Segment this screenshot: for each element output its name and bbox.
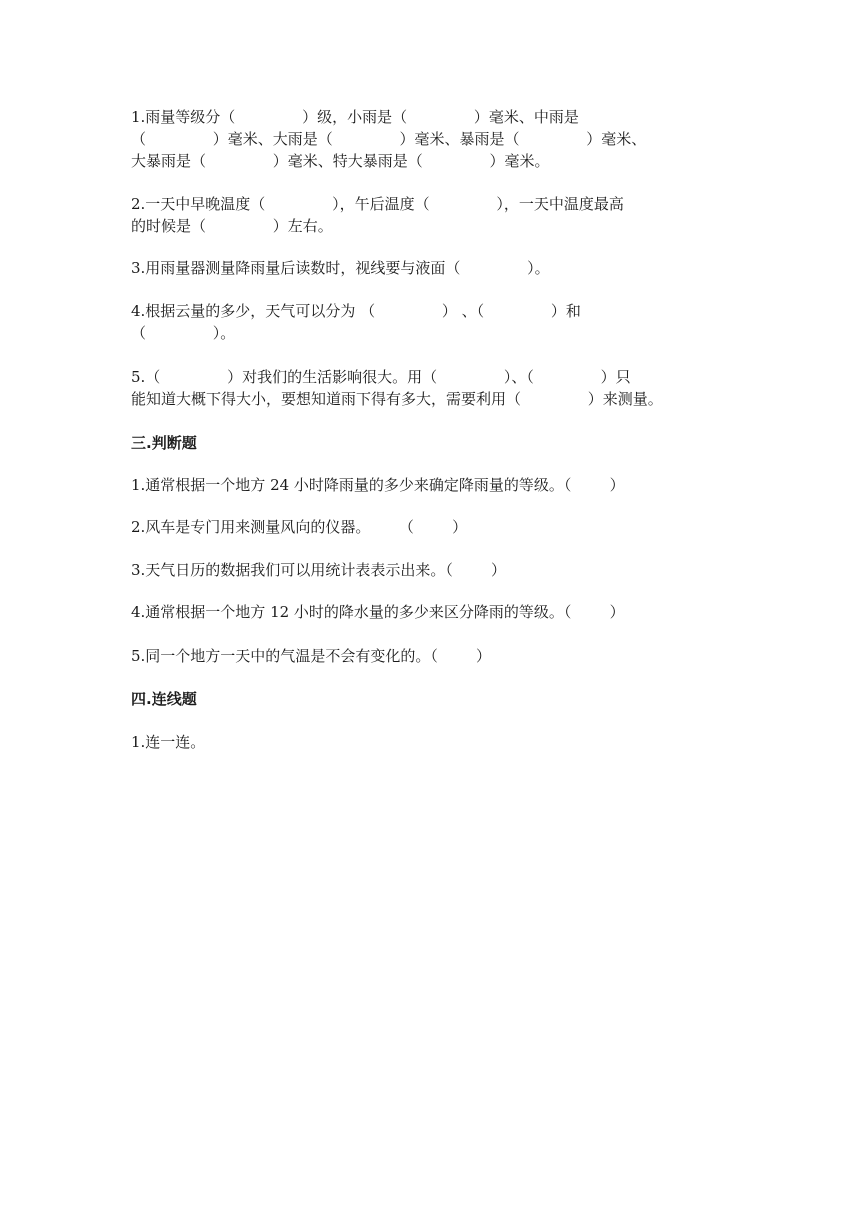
fill-in-q4-line2: （ ）。 (131, 324, 236, 342)
section-title-matching: 四.连线题 (131, 690, 197, 708)
fill-in-q4-line1: 4.根据云量的多少，天气可以分为 （ ） 、（ ）和 (131, 302, 581, 320)
matching-item-1: 1.连一连。 (131, 733, 206, 751)
fill-in-q1-line1: 1.雨量等级分（ ）级，小雨是（ ）毫米、中雨是 (131, 108, 579, 126)
fill-in-q1-line3: 大暴雨是（ ）毫米、特大暴雨是（ ）毫米。 (131, 152, 550, 170)
fill-in-q1-line2: （ ）毫米、大雨是（ ）毫米、暴雨是（ ）毫米、 (131, 130, 647, 148)
true-false-item-1: 1.通常根据一个地方 24 小时降雨量的多少来确定降雨量的等级。（ ） (131, 476, 625, 494)
fill-in-q2-line1: 2.一天中早晚温度（ ），午后温度（ ），一天中温度最高 (131, 195, 624, 213)
fill-in-q5-line2: 能知道大概下得大小，要想知道雨下得有多大，需要利用（ ）来测量。 (131, 390, 663, 408)
true-false-item-5: 5.同一个地方一天中的气温是不会有变化的。（ ） (131, 647, 491, 665)
true-false-item-2: 2.风车是专门用来测量风向的仪器。 （ ） (131, 518, 468, 536)
fill-in-q2-line2: 的时候是（ ）左右。 (131, 217, 333, 235)
true-false-item-4: 4.通常根据一个地方 12 小时的降水量的多少来区分降雨的等级。（ ） (131, 603, 625, 621)
true-false-item-3: 3.天气日历的数据我们可以用统计表表示出来。（ ） (131, 561, 506, 579)
fill-in-q5-line1: 5.（ ）对我们的生活影响很大。用（ ）、（ ）只 (131, 368, 631, 386)
section-title-true-false: 三.判断题 (131, 434, 197, 452)
fill-in-q3-line1: 3.用雨量器测量降雨量后读数时，视线要与液面（ ）。 (131, 259, 550, 277)
